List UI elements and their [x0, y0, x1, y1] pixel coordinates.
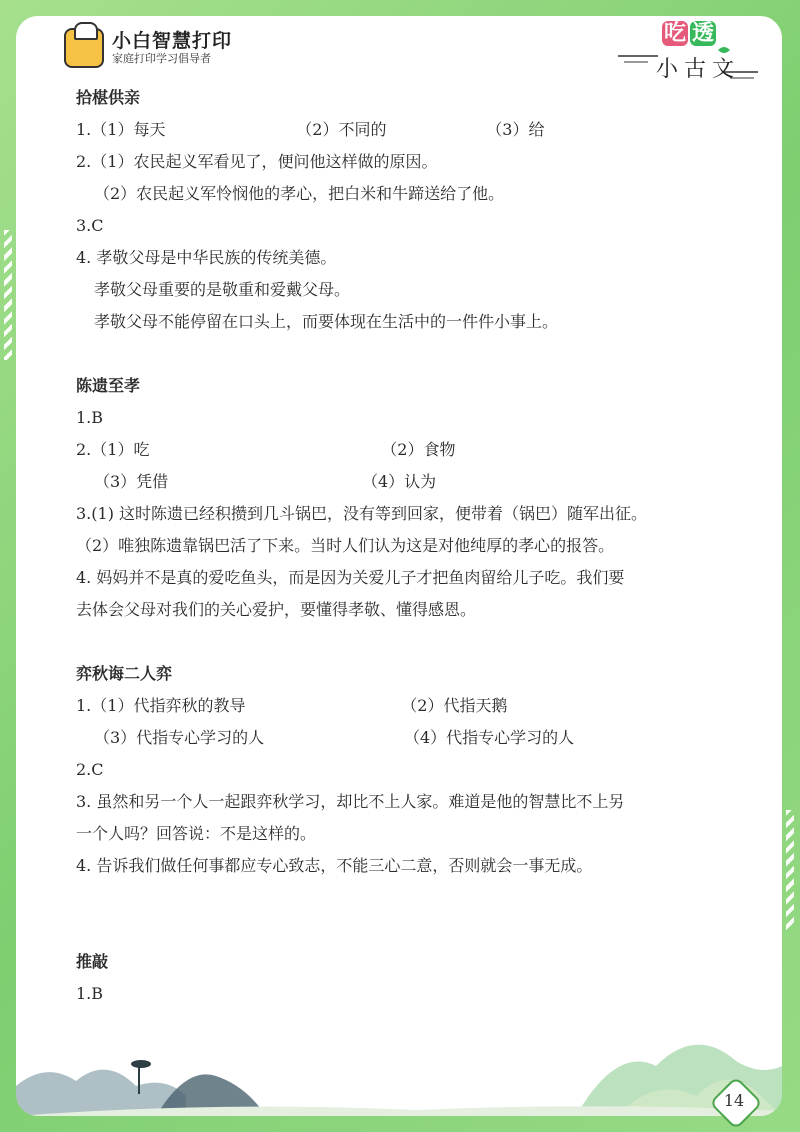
answer-line: （2）唯独陈遗靠锅巴活了下来。当时人们认为这是对他纯厚的孝心的报答。 [76, 536, 615, 555]
answer-line: 4. 告诉我们做任何事都应专心致志，不能三心二意，否则就会一事无成。 [76, 856, 593, 875]
answer-line: （2）农民起义军怜悯他的孝心，把白米和牛蹄送给了他。 [94, 184, 505, 203]
answer-line: 一个人吗？回答说：不是这样的。 [76, 824, 317, 843]
logo-title: 小白智慧打印 [112, 30, 233, 52]
section-title: 拾椹供亲 [76, 88, 141, 107]
section-title: 推敲 [76, 952, 109, 971]
brand-char-eat: 吃 [664, 21, 687, 46]
page-number: 14 [723, 1091, 745, 1110]
series-brand [618, 16, 758, 86]
logo-subtitle: 家庭打印学习倡导者 [112, 52, 211, 65]
answer-line: 1.（1）代指弈秋的教导 （2）代指天鹅 [76, 696, 508, 715]
answer-line: （3）凭借 （4）认为 [94, 472, 437, 491]
brand-char-through: 透 [692, 21, 715, 46]
section-title: 弈秋诲二人弈 [76, 664, 173, 683]
answer-line: 1.（1）每天 （2）不同的 （3）给 [76, 120, 545, 139]
printer-mascot-icon [64, 28, 104, 68]
frame-stripe-left [4, 230, 12, 360]
answer-line: 3. 虽然和另一个人一起跟弈秋学习，却比不上人家。难道是他的智慧比不上另 [76, 792, 625, 811]
answer-line: 2.（1）农民起义军看见了，便问他这样做的原因。 [76, 152, 438, 171]
brand-title-top [662, 16, 716, 47]
brand-logo [64, 28, 232, 68]
answer-line: （3）代指专心学习的人 （4）代指专心学习的人 [94, 728, 575, 747]
answer-content [76, 82, 736, 1010]
document-page [16, 16, 782, 1116]
frame-stripe-right [786, 810, 794, 930]
mountain-landscape-icon [16, 1006, 782, 1116]
answer-line: 孝敬父母重要的是敬重和爱戴父母。 [94, 280, 351, 299]
answer-line: 2.C [76, 760, 104, 779]
answer-line: 2.（1）吃 （2）食物 [76, 440, 456, 459]
section-title: 陈遗至孝 [76, 376, 141, 395]
answer-line: 孝敬父母不能停留在口头上，而要体现在生活中的一件件小事上。 [94, 312, 559, 331]
answer-line: 1.B [76, 984, 104, 1003]
answer-line: 4. 妈妈并不是真的爱吃鱼头，而是因为关爱儿子才把鱼肉留给儿子吃。我们要 [76, 568, 625, 587]
answer-line: 去体会父母对我们的关心爱护，要懂得孝敬、懂得感恩。 [76, 600, 477, 619]
answer-line: 3.(1) 这时陈遗已经积攒到几斗锅巴，没有等到回家，便带着（锅巴）随军出征。 [76, 504, 648, 523]
answer-line: 1.B [76, 408, 104, 427]
brand-title-bottom: 小古文 [656, 57, 741, 82]
answer-line: 3.C [76, 216, 104, 235]
answer-line: 4. 孝敬父母是中华民族的传统美德。 [76, 248, 337, 267]
